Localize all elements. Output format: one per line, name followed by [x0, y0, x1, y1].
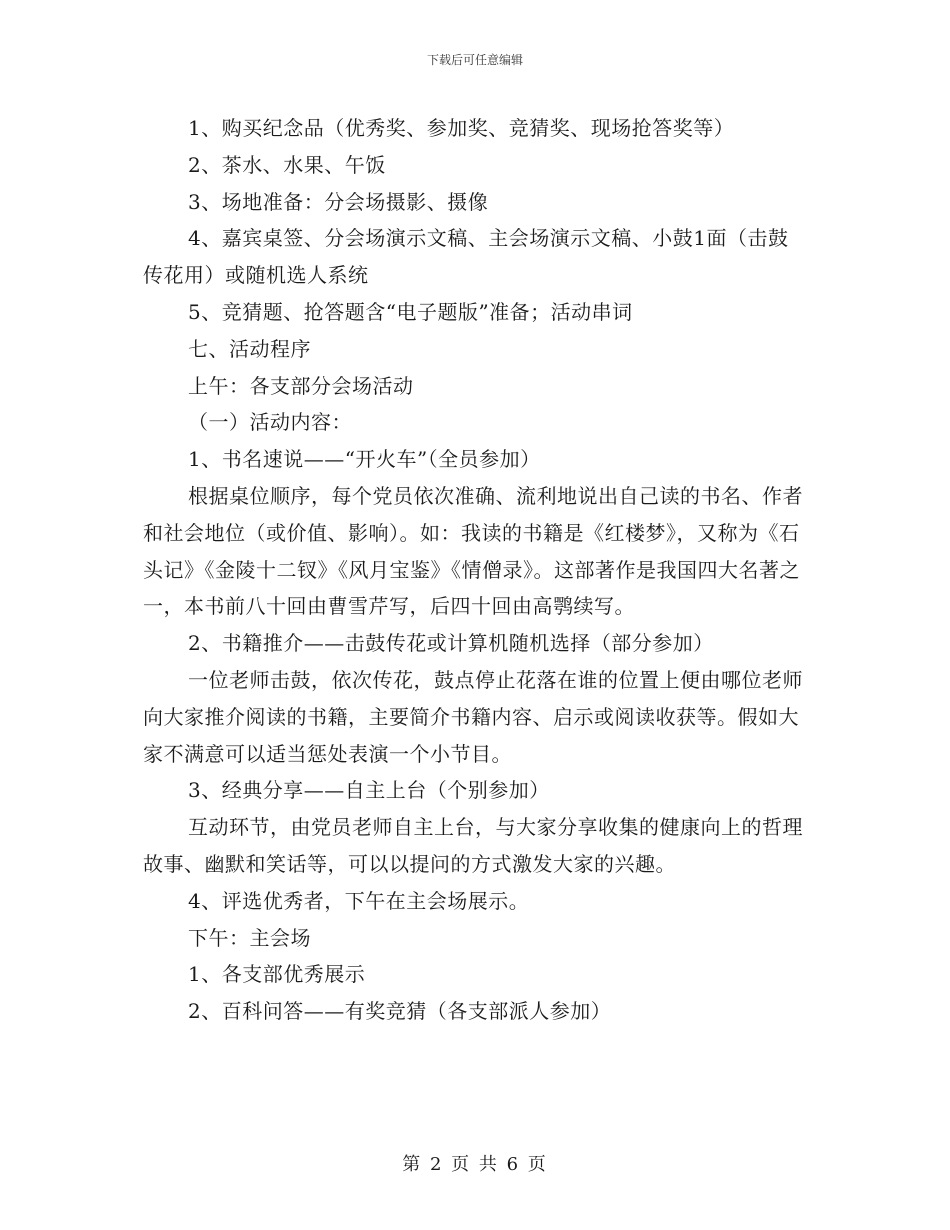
subheading-morning: 上午：各支部分会场活动 — [188, 373, 414, 398]
activity-item-2-description: 一位老师击鼓，依次传花，鼓点停止花落在谁的位置上便由哪位老师向大家推介阅读的书籍，主要简介书籍内容、启示或阅读收获等。假如大家不满意可以适当惩处表演一个小节目。 — [143, 667, 803, 766]
afternoon-item-1: 1、各支部优秀展示 — [188, 962, 366, 987]
activity-item-4-title: 4、评选优秀者，下午在主会场展示。 — [188, 888, 530, 913]
activity-item-2-title: 2、书籍推介——击鼓传花或计算机随机选择（部分参加） — [188, 631, 714, 656]
activity-item-1-description: 根据桌位顺序，每个党员依次准确、流利地说出自己读的书名、作者和社会地位（或价值、影响）。如：我读的书籍是《红楼梦》，又称为《石头记》《金陵十二钗》《风月宝鉴》《情僧录》。这部著作是我国四大名著之一，本书前八十回由曹雪芹写，后四十回由高鹗续写。 — [143, 483, 803, 619]
page-number-footer: 第 2 页 共 6 页 — [402, 1154, 548, 1175]
subheading-afternoon: 下午：主会场 — [188, 925, 311, 950]
section-heading-procedure: 七、活动程序 — [188, 336, 311, 361]
paragraph-item-4: 4、嘉宾桌签、分会场演示文稿、主会场演示文稿、小鼓1面（击鼓传花用）或随机选人系统 — [143, 226, 789, 288]
document-body — [143, 110, 807, 1030]
paragraph-item-5: 5、竞猜题、抢答题含“电子题版”准备；活动串词 — [188, 299, 633, 324]
paragraph-item-1: 1、购买纪念品（优秀奖、参加奖、竞猜奖、现场抢答奖等） — [188, 116, 735, 140]
afternoon-item-2: 2、百科问答——有奖竞猜（各支部派人参加） — [188, 999, 612, 1024]
activity-item-1-title: 1、书名速说——“开火车”（全员参加） — [188, 447, 541, 472]
paragraph-item-2: 2、茶水、水果、午饭 — [188, 152, 386, 177]
activity-item-3-title: 3、经典分享——自主上台（个别参加） — [188, 778, 550, 803]
paragraph-item-3: 3、场地准备：分会场摄影、摄像 — [188, 189, 489, 214]
page-header-note: 下载后可任意编辑 — [426, 53, 523, 67]
activity-item-3-description: 互动环节，由党员老师自主上台，与大家分享收集的健康向上的哲理故事、幽默和笑话等，可以以提问的方式激发大家的兴趣。 — [143, 815, 803, 876]
subheading-activity-content: （一）活动内容： — [188, 410, 352, 435]
